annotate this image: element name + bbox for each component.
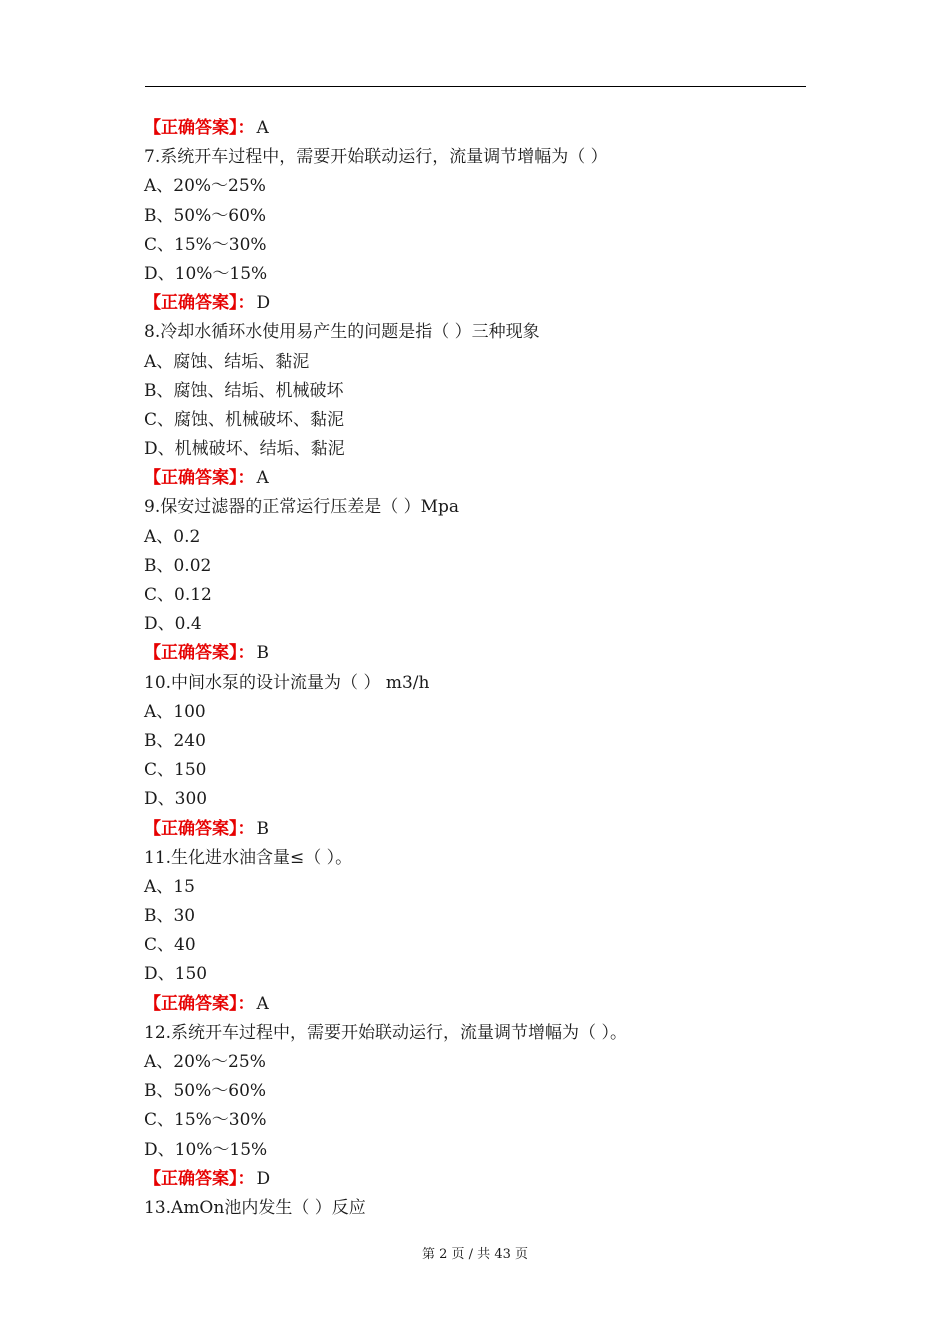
- answer-letter: A: [256, 468, 269, 489]
- answer-letter: A: [256, 993, 269, 1014]
- question-list: [144, 114, 814, 1223]
- option-text: D、300: [144, 789, 208, 810]
- page-footer: 第 2 页 / 共 43 页: [422, 1247, 528, 1262]
- answer-line: [144, 815, 814, 844]
- answer-label: 【正确答案】：: [144, 818, 255, 839]
- answer-letter: D: [256, 1168, 271, 1189]
- option-text: A、20%～25%: [144, 176, 266, 197]
- answer-label: 【正确答案】：: [144, 993, 255, 1014]
- option-text: C、0.12: [144, 585, 212, 605]
- option-text: C、15%～30%: [144, 234, 267, 255]
- option-text: B、240: [144, 730, 206, 751]
- question-text: 10.中间水泵的设计流量为（ ） m3/h: [144, 672, 430, 693]
- answer-label: 【正确答案】：: [144, 643, 255, 664]
- answer-letter: B: [256, 818, 269, 839]
- question-text: 13.AmOn池内发生（ ）反应: [144, 1197, 366, 1218]
- answer-label: 【正确答案】：: [144, 293, 255, 314]
- option-text: B、50%～60%: [144, 205, 267, 226]
- question-text: 7.系统开车过程中，需要开始联动运行，流量调节增幅为（ ）: [144, 147, 608, 168]
- option-text: C、15%～30%: [144, 1110, 267, 1131]
- answer-line: [144, 289, 814, 318]
- option-text: A、20%～25%: [144, 1052, 266, 1072]
- answer-letter: D: [256, 293, 271, 314]
- question-text: 8.冷却水循环水使用易产生的问题是指（ ）三种现象: [144, 322, 540, 343]
- option-text: B、腐蚀、结垢、机械破坏: [144, 380, 344, 401]
- answer-label: 【正确答案】：: [144, 1168, 255, 1189]
- option-text: A、0.2: [144, 526, 201, 547]
- option-text: B、50%～60%: [144, 1081, 267, 1102]
- header-rule: [145, 86, 806, 87]
- answer-line: [144, 464, 814, 493]
- answer-label: 【正确答案】：: [144, 468, 255, 489]
- option-text: A、腐蚀、结垢、黏泥: [144, 351, 310, 372]
- answer-label: 【正确答案】：: [144, 118, 255, 138]
- option-text: D、150: [144, 964, 208, 985]
- question-text: 11.生化进水油含量≤（ ）。: [144, 847, 353, 868]
- option-text: D、机械破坏、结垢、黏泥: [144, 439, 345, 460]
- answer-line: [144, 114, 814, 143]
- option-text: B、0.02: [144, 555, 212, 576]
- option-text: D、10%～15%: [144, 1139, 268, 1160]
- question-text: 12.系统开车过程中，需要开始联动运行，流量调节增幅为（ ）。: [144, 1022, 627, 1043]
- answer-letter: B: [256, 643, 269, 664]
- option-text: A、100: [144, 701, 206, 722]
- option-text: C、40: [144, 935, 196, 956]
- option-text: A、15: [144, 876, 195, 897]
- option-text: B、30: [144, 906, 196, 927]
- answer-line: [144, 990, 814, 1019]
- answer-line: [144, 1165, 814, 1194]
- answer-line: [144, 639, 814, 668]
- question-text: 9.保安过滤器的正常运行压差是（ ）Mpa: [144, 497, 460, 518]
- option-text: D、10%～15%: [144, 263, 268, 284]
- option-text: C、150: [144, 760, 207, 781]
- answer-letter: A: [256, 118, 269, 138]
- option-text: C、腐蚀、机械破坏、黏泥: [144, 409, 345, 430]
- option-text: D、0.4: [144, 614, 202, 635]
